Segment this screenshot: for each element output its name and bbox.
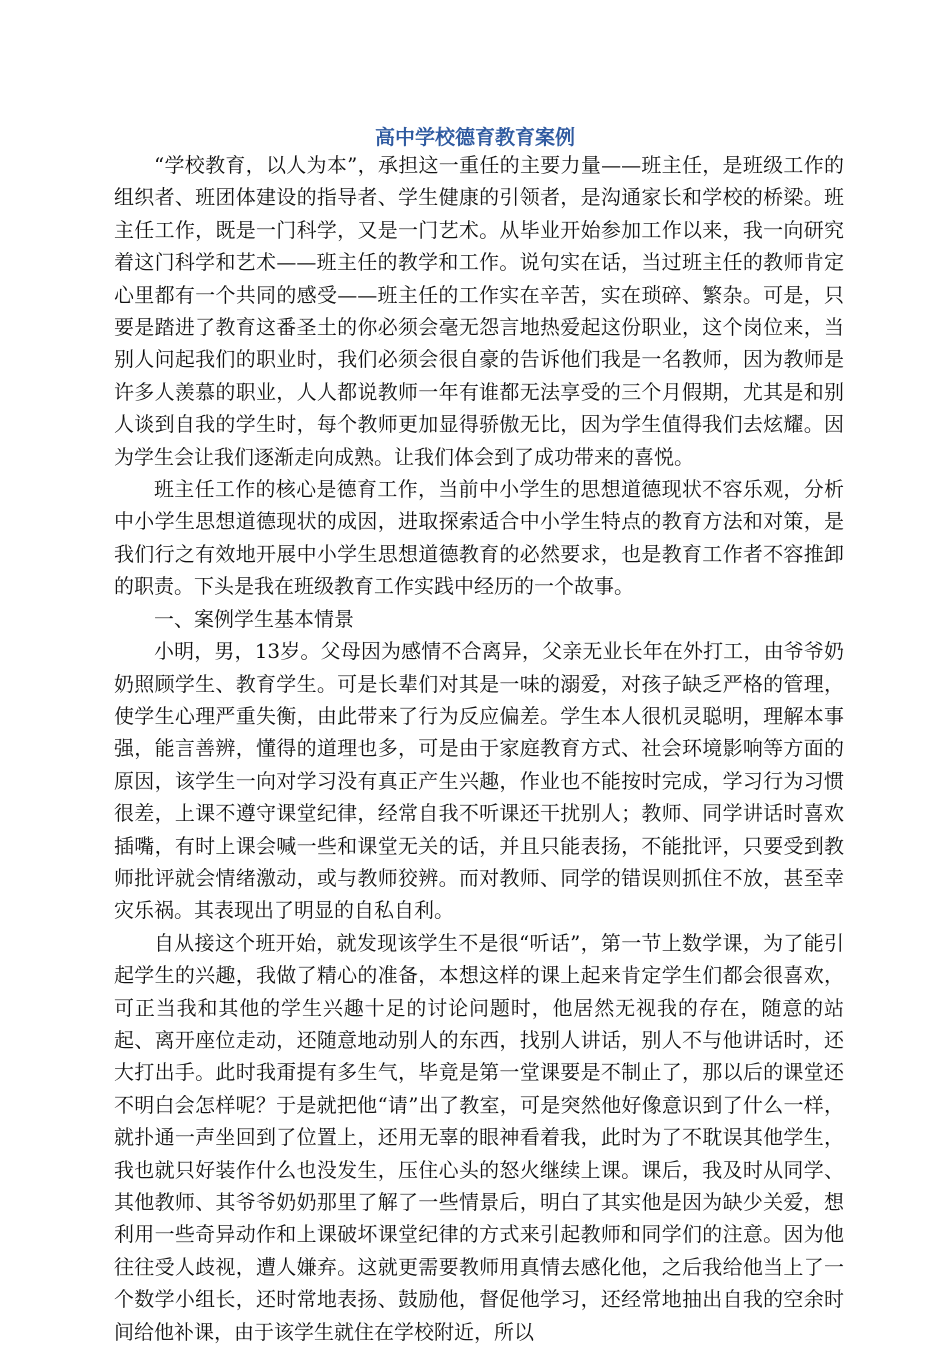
paragraph-intro: “学校教育，以人为本”，承担这一重任的主要力量——班主任，是班级工作的组织者、班团体建设的指导者、学生健康的引领者，是沟通家长和学校的桥梁。班主任工作，既是一门科学，又是一门艺术。从毕业开始参加工作以来，我一向研究着这门科学和艺术——班主任的教学和工作。说句实在话，当过班主任的教师肯定心里都有一个共同的感受——班主任的工作实在辛苦，实在琐碎、繁杂。可是，只要是踏进了教育这番圣土的你必须会毫无怨言地热爱起这份职业，这个岗位来，当别人问起我们的职业时，我们必须会很自豪的告诉他们我是一名教师，因为教师是许多人羡慕的职业，人人都说教师一年有谁都无法享受的三个月假期，尤其是和别人谈到自我的学生时，每个教师更加显得骄傲无比，因为学生值得我们去炫耀。因为学生会让我们逐渐走向成熟。让我们体会到了成功带来的喜悦。: [114, 153, 844, 469]
paragraph-student-background: 小明，男，13岁。父母因为感情不合离异，父亲无业长年在外打工，由爷爷奶奶照顾学生、教育学生。可是长辈们对其是一味的溺爱，对孩子缺乏严格的管理，使学生心理严重失衡，由此带来了行为反应偏差。学生本人很机灵聪明，理解本事强，能言善辨，懂得的道理也多，可是由于家庭教育方式、社会环境影响等方面的原因，该学生一向对学习没有真正产生兴趣，作业也不能按时完成，学习行为习惯很差，上课不遵守课堂纪律，经常自我不听课还干扰别人；教师、同学讲话时喜欢插嘴，有时上课会喊一些和课堂无关的话，并且只能表扬，不能批评，只要受到教师批评就会情绪激动，或与教师狡辨。而对教师、同学的错误则抓住不放，甚至幸灾乐祸。其表现出了明显的自私自利。: [114, 639, 844, 923]
section-heading: 一、案例学生基本情景: [154, 606, 354, 631]
document-title: 高中学校德育教育案例: [375, 125, 575, 149]
document-body: [114, 149, 844, 1348]
paragraph-case-story: 自从接这个班开始，就发现该学生不是很“听话”，第一节上数学课，为了能引起学生的兴趣，我做了精心的准备，本想这样的课上起来肯定学生们都会很喜欢，可正当我和其他的学生兴趣十足的讨论问题时，他居然无视我的存在，随意的站起、离开座位走动，还随意地动别人的东西，找别人讲话，别人不与他讲话时，还大打出手。此时我甭提有多生气，毕竟是第一堂课要是不制止了，那以后的课堂还不明白会怎样呢？于是就把他“请”出了教室，可是突然他好像意识到了什么一样，就扑通一声坐回到了位置上，还用无辜的眼神看着我，此时为了不耽误其他学生，我也就只好装作什么也没发生，压住心头的怒火继续上课。课后，我及时从同学、其他教师、其爷爷奶奶那里了解了一些情景后，明白了其实他是因为缺少关爱，想利用一些奇异动作和上课破坏课堂纪律的方式来引起教师和同学们的注意。因为他往往受人歧视，遭人嫌弃。这就更需要教师用真情去感化他，之后我给他当上了一个数学小组长，还时常地表扬、鼓励他，督促他学习，还经常地抽出自我的空余时间给他补课，由于该学生就住在学校附近，所以: [114, 930, 844, 1344]
paragraph-core-work: 班主任工作的核心是德育工作，当前中小学生的思想道德现状不容乐观，分析中小学生思想道德现状的成因，进取探索适合中小学生特点的教育方法和对策，是我们行之有效地开展中小学生思想道德教育的必然要求，也是教育工作者不容推卸的职责。下头是我在班级教育工作实践中经历的一个故事。: [114, 477, 844, 599]
